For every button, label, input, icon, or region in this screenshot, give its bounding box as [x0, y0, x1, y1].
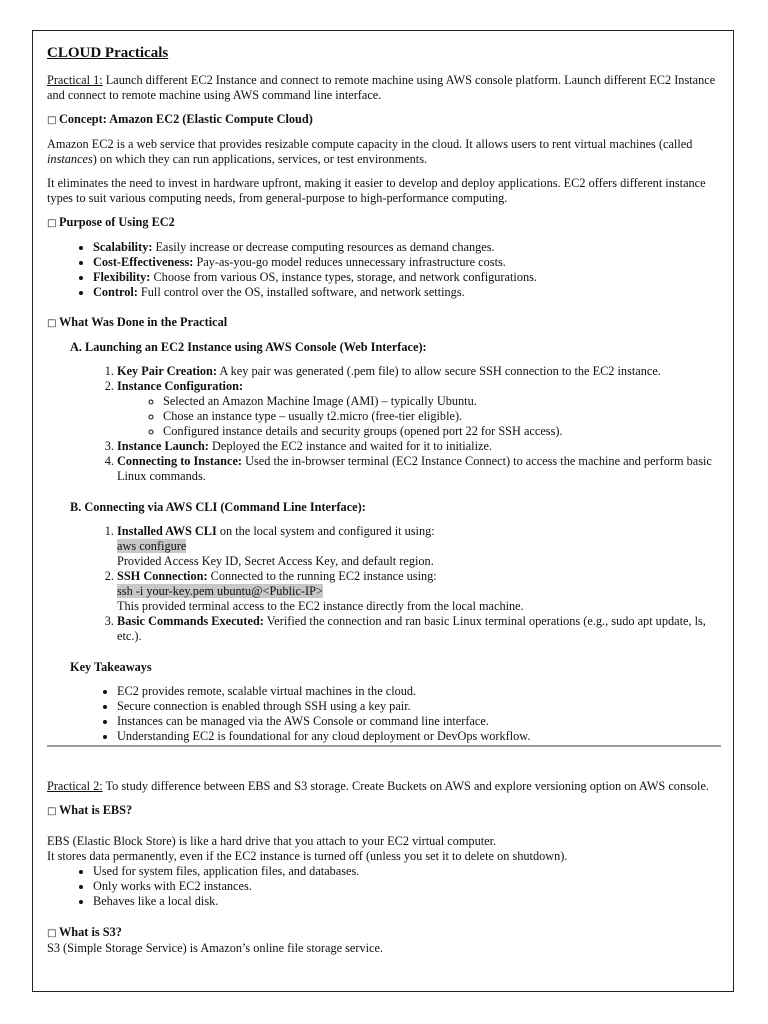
s3-heading: □ What is S3?: [47, 925, 122, 939]
list-item: 4. Connecting to Instance: Used the in-browser terminal (EC2 Instance Connect) to access the machine and perform basic Linux commands.: [117, 454, 721, 484]
missing-glyph-icon: □: [47, 115, 57, 126]
document-content: [47, 43, 721, 956]
purpose-heading: □ Purpose of Using EC2: [47, 215, 175, 229]
list-item: • Control: Full control over the OS, installed software, and network settings.: [93, 285, 721, 300]
ec2-intro-2: It eliminates the need to invest in hardware upfront, making it easier to develop and deploy applications. EC2 offers different instance types to suit various computing needs, from general-purpose to high-performance computing.: [47, 176, 706, 205]
list-item: 3. Instance Launch: Deployed the EC2 instance and waited for it to initialize.: [117, 439, 721, 454]
s3-line: S3 (Simple Storage Service) is Amazon’s online file storage service.: [47, 941, 384, 955]
missing-glyph-icon: □: [47, 928, 57, 939]
list-item: 1. Key Pair Creation: A key pair was generated (.pem file) to allow secure SSH connection to the EC2 instance.: [117, 364, 721, 379]
list-item: • Scalability: Easily increase or decrease computing resources as demand changes.: [93, 240, 721, 255]
list-item: 2. Instance Configuration: ◦ Selected an Amazon Machine Image (AMI) – typically Ubuntu. ◦ Chose an instance type – usually t2.micro (free-tier eligible). ◦ Configured instance details and security groups (opened port 22 for SSH access).: [117, 379, 721, 439]
practical-1-statement: Practical 1: Launch different EC2 Instance and connect to remote machine using AWS console platform. Launch different EC2 Instance and connect to remote machine using AWS command line interface.: [47, 73, 716, 102]
ebs-line-1: EBS (Elastic Block Store) is like a hard drive that you attach to your EC2 virtual computer.: [47, 834, 497, 848]
section-b-steps: [47, 524, 721, 644]
code-snippet: ssh -i your-key.pem ubuntu@<Public-IP>: [117, 584, 323, 598]
missing-glyph-icon: □: [47, 806, 57, 817]
section-b-heading: B. Connecting via AWS CLI (Command Line Interface):: [70, 500, 366, 514]
ebs-points: [47, 864, 721, 909]
list-item: • Used for system files, application files, and databases.: [93, 864, 721, 879]
concept-heading: □ Concept: Amazon EC2 (Elastic Compute Cloud): [47, 112, 313, 126]
list-item: • Behaves like a local disk.: [93, 894, 721, 909]
list-item: • EC2 provides remote, scalable virtual machines in the cloud.: [117, 684, 721, 699]
done-heading: □ What Was Done in the Practical: [47, 315, 228, 329]
ebs-heading: □ What is EBS?: [47, 803, 133, 817]
practical-2-statement: Practical 2: To study difference between EBS and S3 storage. Create Buckets on AWS and explore versioning option on AWS console.: [47, 779, 709, 793]
practical-1-label: Practical 1:: [47, 73, 103, 87]
missing-glyph-icon: □: [47, 218, 57, 229]
ebs-line-2: It stores data permanently, even if the EC2 instance is turned off (unless you set it to delete on shutdown).: [47, 849, 568, 863]
ec2-intro: Amazon EC2 is a web service that provides resizable compute capacity in the cloud. It allows users to rent virtual machines (called instances) on which they can run applications, services, or test environments.: [47, 137, 693, 166]
section-a-steps: [47, 364, 721, 484]
list-item: • Understanding EC2 is foundational for any cloud deployment or DevOps workflow.: [117, 729, 721, 744]
list-item: • Only works with EC2 instances.: [93, 879, 721, 894]
list-item: • Instances can be managed via the AWS Console or command line interface.: [117, 714, 721, 729]
page-title: CLOUD Practicals: [47, 45, 169, 61]
list-item: 3. Basic Commands Executed: Verified the connection and ran basic Linux terminal operations (e.g., sudo apt update, ls, etc.).: [117, 614, 721, 644]
config-sublist: [117, 394, 721, 439]
list-item: • Cost-Effectiveness: Pay-as-you-go model reduces unnecessary infrastructure costs.: [93, 255, 721, 270]
code-snippet: aws configure: [117, 539, 187, 553]
list-item: ◦ Configured instance details and security groups (opened port 22 for SSH access).: [163, 424, 721, 439]
list-item: ◦ Selected an Amazon Machine Image (AMI) – typically Ubuntu.: [163, 394, 721, 409]
list-item: 1. Installed AWS CLI on the local system and configured it using: aws configure Provided Access Key ID, Secret Access Key, and default region.: [117, 524, 721, 569]
document-page: [32, 30, 734, 992]
key-takeaways-heading: Key Takeaways: [70, 660, 152, 674]
purpose-list: [47, 240, 721, 300]
takeaways-list: [47, 684, 721, 744]
practical-2-label: Practical 2:: [47, 779, 103, 793]
list-item: • Flexibility: Choose from various OS, instance types, storage, and network configurations.: [93, 270, 721, 285]
section-a-heading: A. Launching an EC2 Instance using AWS Console (Web Interface):: [70, 340, 427, 354]
missing-glyph-icon: □: [47, 318, 57, 329]
list-item: ◦ Chose an instance type – usually t2.micro (free-tier eligible).: [163, 409, 721, 424]
list-item: • Secure connection is enabled through SSH using a key pair.: [117, 699, 721, 714]
list-item: 2. SSH Connection: Connected to the running EC2 instance using: ssh -i your-key.pem ubuntu@<Public-IP> This provided terminal access to the EC2 instance directly from the local machine.: [117, 569, 721, 614]
